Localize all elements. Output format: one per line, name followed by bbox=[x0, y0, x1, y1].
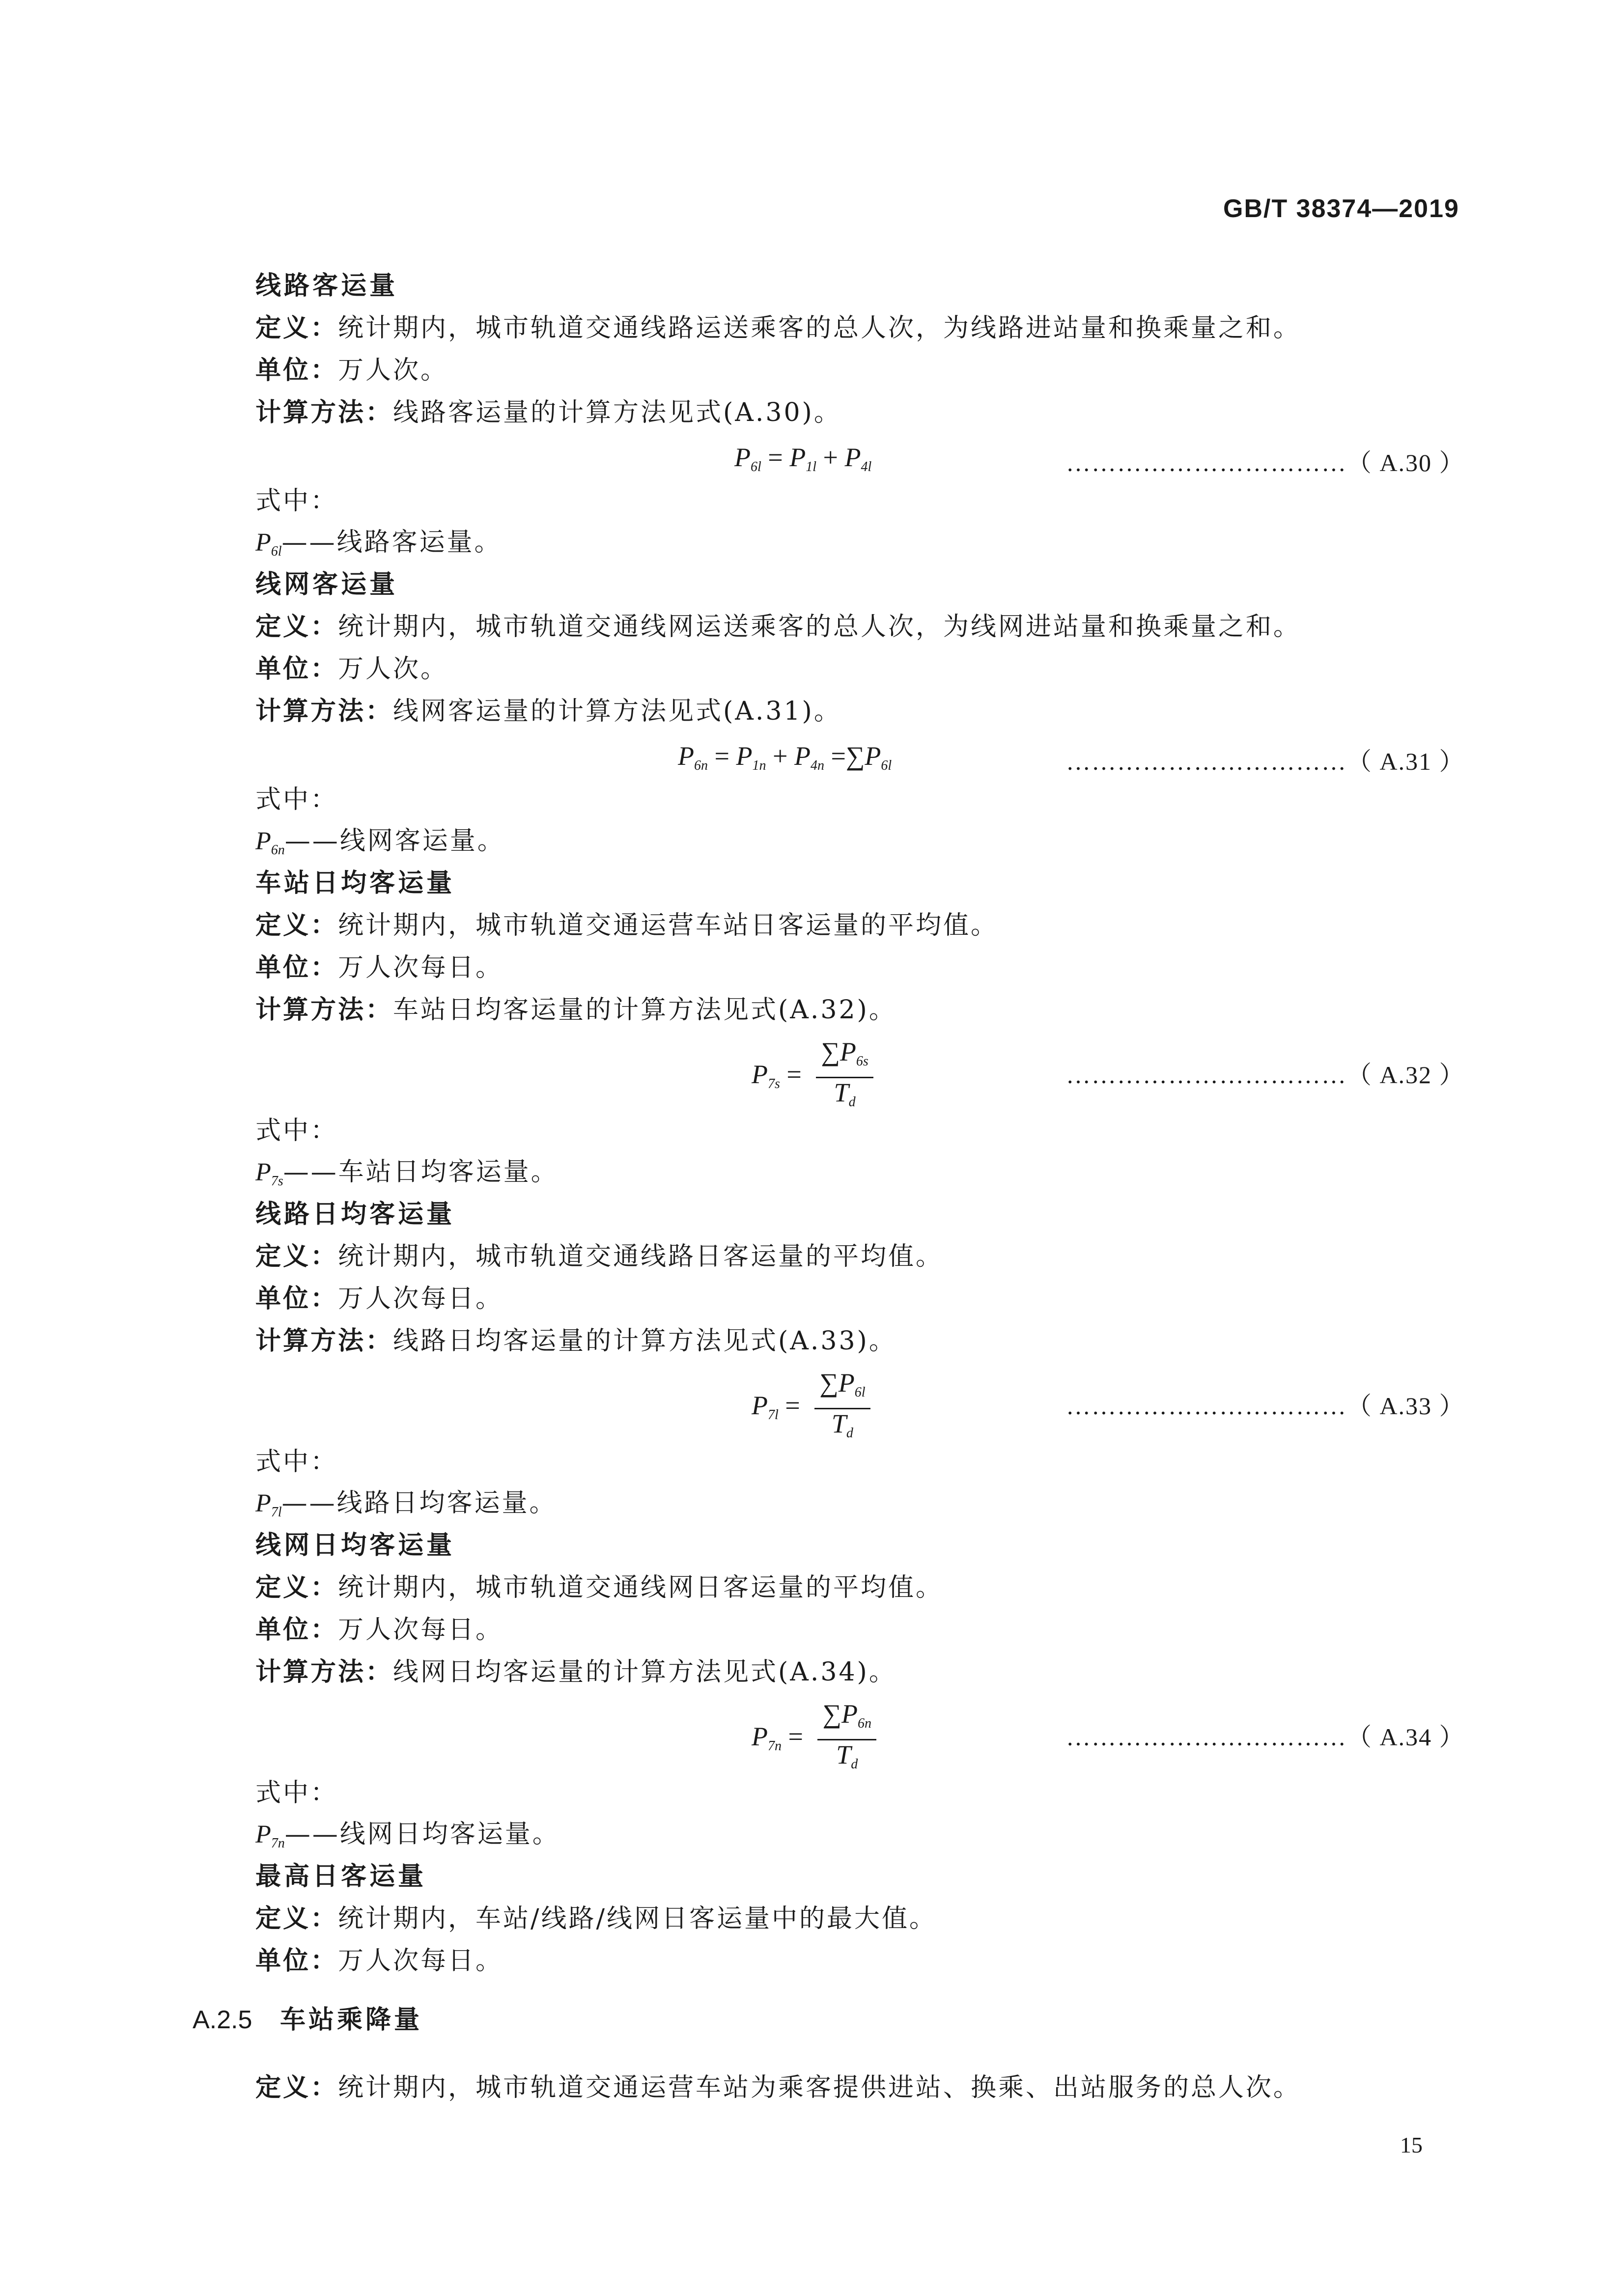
method-text: 线路客运量的计算方法见式(A.30)。 bbox=[393, 398, 841, 427]
symbol-definition: $P_{7l}——$线路日均客运量。 bbox=[255, 1488, 557, 1520]
unit-label: 单位： bbox=[255, 1615, 338, 1645]
method-text: 线路日均客运量的计算方法见式(A.33)。 bbox=[393, 1326, 896, 1356]
definition-text: 统计期内，城市轨道交通运营车站日客运量的平均值。 bbox=[338, 911, 999, 940]
where-label: 式中： bbox=[255, 1116, 338, 1146]
definition-line bbox=[255, 1573, 943, 1602]
unit-line bbox=[255, 1946, 503, 1976]
method-line bbox=[255, 697, 841, 726]
method-text: 车站日均客运量的计算方法见式(A.32)。 bbox=[393, 995, 896, 1025]
definition-text: 统计期内，车站/线路/线网日客运量中的最大值。 bbox=[338, 1904, 937, 1933]
method-line bbox=[255, 995, 896, 1025]
definition-label: 定义： bbox=[255, 1904, 338, 1933]
where-label: 式中： bbox=[255, 1778, 338, 1808]
unit-line bbox=[255, 1284, 503, 1314]
definition-label: 定义： bbox=[255, 1242, 338, 1271]
formula-a34: $P_{7n}$ = $\frac{\sum P_{6n}}{T_d}$ bbox=[752, 1700, 876, 1779]
method-label: 计算方法： bbox=[255, 1326, 393, 1356]
term-title: 线网日均客运量 bbox=[255, 1531, 455, 1560]
definition-line bbox=[255, 911, 998, 940]
definition-text: 统计期内，城市轨道交通线网日客运量的平均值。 bbox=[338, 1573, 944, 1602]
where-label: 式中： bbox=[255, 486, 338, 516]
unit-line bbox=[255, 1615, 503, 1645]
definition-text: 统计期内，城市轨道交通线路日客运量的平均值。 bbox=[338, 1242, 944, 1271]
formula-a30: $P_{6l} = P_{1l} + P_{4l}$ bbox=[734, 443, 872, 475]
symbol-definition: $P_{6n}——$线网客运量。 bbox=[255, 826, 505, 858]
unit-label: 单位： bbox=[255, 953, 338, 982]
method-line bbox=[255, 1326, 896, 1356]
section-title: 车站乘降量 bbox=[280, 2005, 422, 2035]
method-text: 线网客运量的计算方法见式(A.31)。 bbox=[393, 697, 841, 726]
page-number: 15 bbox=[1400, 2132, 1423, 2157]
method-line bbox=[255, 398, 841, 427]
unit-text: 万人次每日。 bbox=[338, 1284, 504, 1314]
unit-label: 单位： bbox=[255, 1284, 338, 1314]
method-label: 计算方法： bbox=[255, 995, 393, 1025]
formula-a31: $P_{6n} = P_{1n} + P_{4n} =\sum P_{6l}$ bbox=[678, 741, 892, 773]
unit-line bbox=[255, 953, 503, 982]
formula-number: ……………………………（ A.31 ） bbox=[1066, 748, 1465, 775]
method-label: 计算方法： bbox=[255, 1657, 393, 1687]
term-title: 线网客运量 bbox=[255, 570, 398, 599]
where-label: 式中： bbox=[255, 785, 338, 814]
definition-line bbox=[255, 2073, 1301, 2102]
definition-label: 定义： bbox=[255, 313, 338, 343]
unit-label: 单位： bbox=[255, 1946, 338, 1976]
symbol-definition: $P_{7s}——$车站日均客运量。 bbox=[255, 1157, 559, 1189]
unit-text: 万人次。 bbox=[338, 356, 448, 385]
formula-a33: $P_{7l}$ = $\frac{\sum P_{6l}}{T_d}$ bbox=[752, 1369, 870, 1448]
definition-line bbox=[255, 1904, 937, 1933]
method-label: 计算方法： bbox=[255, 398, 393, 427]
unit-text: 万人次每日。 bbox=[338, 1946, 504, 1976]
definition-text: 统计期内，城市轨道交通线路运送乘客的总人次，为线路进站量和换乘量之和。 bbox=[338, 313, 1301, 343]
definition-line bbox=[255, 313, 1301, 343]
method-line bbox=[255, 1657, 896, 1687]
section-heading bbox=[193, 2005, 422, 2035]
term-title: 最高日客运量 bbox=[255, 1862, 427, 1891]
unit-text: 万人次每日。 bbox=[338, 1615, 504, 1645]
formula-number: ……………………………（ A.34 ） bbox=[1066, 1723, 1465, 1751]
method-label: 计算方法： bbox=[255, 697, 393, 726]
unit-label: 单位： bbox=[255, 654, 338, 684]
unit-text: 万人次。 bbox=[338, 654, 448, 684]
definition-line bbox=[255, 1242, 943, 1271]
term-title: 线路日均客运量 bbox=[255, 1200, 455, 1229]
section-number: A.2.5 bbox=[193, 2006, 252, 2034]
formula-number: ……………………………（ A.30 ） bbox=[1066, 449, 1465, 476]
standard-code-header: GB/T 38374—2019 bbox=[1223, 195, 1459, 223]
definition-text: 统计期内，城市轨道交通线网运送乘客的总人次，为线网进站量和换乘量之和。 bbox=[338, 612, 1301, 642]
unit-text: 万人次每日。 bbox=[338, 953, 504, 982]
unit-line bbox=[255, 654, 448, 684]
unit-label: 单位： bbox=[255, 356, 338, 385]
symbol-definition: $P_{6l}——$线路客运量。 bbox=[255, 528, 502, 559]
symbol-definition: $P_{7n}——$线网日均客运量。 bbox=[255, 1819, 560, 1851]
definition-label: 定义： bbox=[255, 612, 338, 642]
term-title: 车站日均客运量 bbox=[255, 868, 455, 898]
where-label: 式中： bbox=[255, 1447, 338, 1477]
formula-a32: $P_{7s}$ = $\frac{\sum P_{6s}}{T_d}$ bbox=[752, 1037, 873, 1117]
method-text: 线网日均客运量的计算方法见式(A.34)。 bbox=[393, 1657, 896, 1687]
formula-number: ……………………………（ A.33 ） bbox=[1066, 1392, 1465, 1420]
definition-line bbox=[255, 612, 1301, 642]
definition-text: 统计期内，城市轨道交通运营车站为乘客提供进站、换乘、出站服务的总人次。 bbox=[338, 2073, 1301, 2102]
definition-label: 定义： bbox=[255, 911, 338, 940]
definition-label: 定义： bbox=[255, 1573, 338, 1602]
term-title: 线路客运量 bbox=[255, 271, 398, 301]
formula-number: ……………………………（ A.32 ） bbox=[1066, 1061, 1465, 1089]
definition-label: 定义： bbox=[255, 2073, 338, 2102]
unit-line bbox=[255, 356, 448, 385]
